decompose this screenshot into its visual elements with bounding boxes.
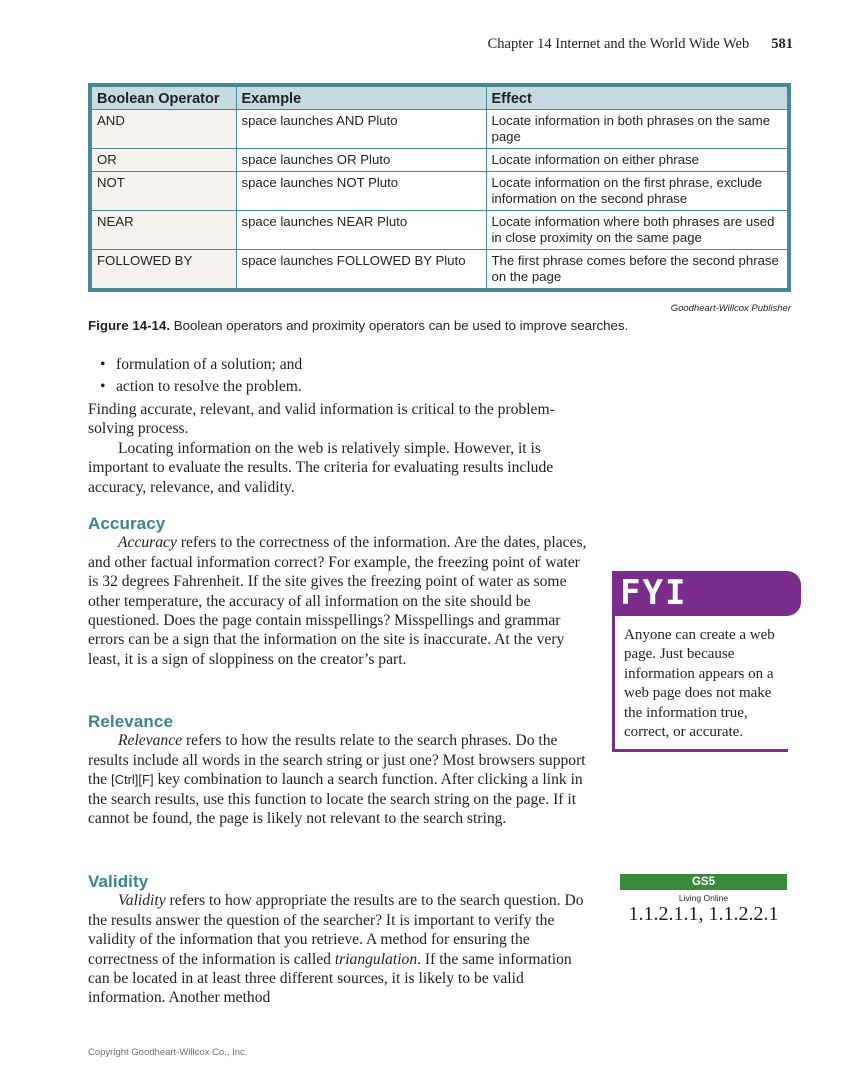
table-row: [92, 172, 787, 211]
page-number: 581: [771, 36, 793, 52]
intro-paragraph: Locating information on the web is relatively simple. However, it is important to evaluate the results. The criteria for evaluating results include accuracy, relevance, and validity.: [88, 439, 554, 496]
paragraph-text: refers to how appropriate the results are to the search question. Do the results answer the question of the searcher? It is important to verify the validity of the information that you retrieve. A method for ensuring the correctness of the information is called: [88, 892, 584, 968]
intro-block: [88, 400, 588, 497]
paragraph-text: refers to the correctness of the information. Are the dates, places, and other factual information correct? For example, the freezing point of water is 32 degrees Fahrenheit. If the site gives the freezing point of water as some other temperature, the accuracy of all information on the site should be questioned. Does the page contain misspellings? Misspellings and grammar errors can be a sign that the information on the site is inaccurate. At the very least, it is a sign of sloppiness on the creator’s part.: [88, 534, 587, 668]
key-term: triangulation: [334, 950, 418, 968]
section-accuracy: [88, 514, 588, 669]
table-credit: Goodheart-Willcox Publisher: [670, 303, 791, 314]
fyi-sidebar: [612, 571, 788, 752]
effect-cell: The first phrase comes before the second phrase on the page: [486, 250, 787, 289]
example-cell: space launches OR Pluto: [236, 149, 486, 172]
figure-caption: [88, 318, 628, 333]
intro-paragraph: Finding accurate, relevant, and valid information is critical to the problem-solving process.: [88, 401, 555, 438]
section-paragraph: [88, 731, 588, 828]
table-row: [92, 250, 787, 289]
table-row: [92, 211, 787, 250]
section-paragraph: [88, 533, 588, 669]
effect-cell: Locate information on the first phrase, exclude information on the second phrase: [486, 172, 787, 211]
keyboard-shortcut: [Ctrl][F]: [110, 772, 154, 788]
example-cell: space launches AND Pluto: [236, 110, 486, 149]
boolean-operators-table: [88, 83, 791, 292]
section-heading: Validity: [88, 872, 149, 891]
section-relevance: [88, 712, 588, 828]
fyi-title: FYI: [612, 571, 801, 616]
example-cell: space launches NEAR Pluto: [236, 211, 486, 250]
list-item: • formulation of a solution; and: [100, 355, 302, 375]
key-term: Accuracy: [118, 534, 177, 552]
example-cell: space launches NOT Pluto: [236, 172, 486, 211]
table-row: [92, 110, 787, 149]
key-term: Validity: [118, 892, 166, 910]
list-item: • action to resolve the problem.: [100, 377, 302, 397]
running-head: [488, 36, 793, 53]
section-paragraph: [88, 891, 588, 1007]
paragraph-text: refers to how the results relate to the search phrases. Do the results include all words in the search string or just one? Most browsers support the: [88, 732, 586, 789]
table-row: [92, 149, 787, 172]
bullet-list: [100, 355, 302, 399]
column-header: Example: [236, 87, 486, 110]
operator-cell: NOT: [92, 172, 236, 211]
example-cell: space launches FOLLOWED BY Pluto: [236, 250, 486, 289]
section-heading: Relevance: [88, 712, 174, 731]
fyi-text: Anyone can create a web page. Just because information appears on a web page does not make the information true, correct, or accurate.: [612, 616, 788, 752]
section-validity: [88, 872, 588, 1008]
figure-label: Figure 14-14.: [88, 318, 171, 333]
column-header: Boolean Operator: [92, 87, 236, 110]
operator-cell: FOLLOWED BY: [92, 250, 236, 289]
gs5-codes: 1.1.2.1.1, 1.1.2.2.1: [628, 903, 779, 925]
gs5-subtitle: Living Online: [678, 893, 729, 903]
gs5-label: GS5: [620, 874, 787, 890]
paragraph-text: . If the same information can be located in at least three different sources, it is likely to be valid information. Another method: [88, 950, 572, 1007]
chapter-title: Chapter 14 Internet and the World Wide Web: [487, 36, 750, 52]
paragraph-text: key combination to launch a search function. After clicking a link in the search results, use this function to locate the search string on the page. If it cannot be found, the page is likely not relevant to the search string.: [88, 771, 583, 828]
key-term: Relevance: [118, 732, 183, 750]
figure-caption-text: Boolean operators and proximity operators can be used to improve searches.: [170, 318, 629, 333]
operator-cell: NEAR: [92, 211, 236, 250]
operator-cell: OR: [92, 149, 236, 172]
gs5-standard-box: [620, 874, 787, 925]
effect-cell: Locate information in both phrases on the same page: [486, 110, 787, 149]
operator-cell: AND: [92, 110, 236, 149]
effect-cell: Locate information where both phrases are used in close proximity on the same page: [486, 211, 787, 250]
copyright-footer: Copyright Goodheart-Willcox Co., Inc.: [88, 1047, 248, 1058]
table-header-row: [92, 87, 787, 110]
column-header: Effect: [486, 87, 787, 110]
section-heading: Accuracy: [88, 514, 166, 533]
effect-cell: Locate information on either phrase: [486, 149, 787, 172]
